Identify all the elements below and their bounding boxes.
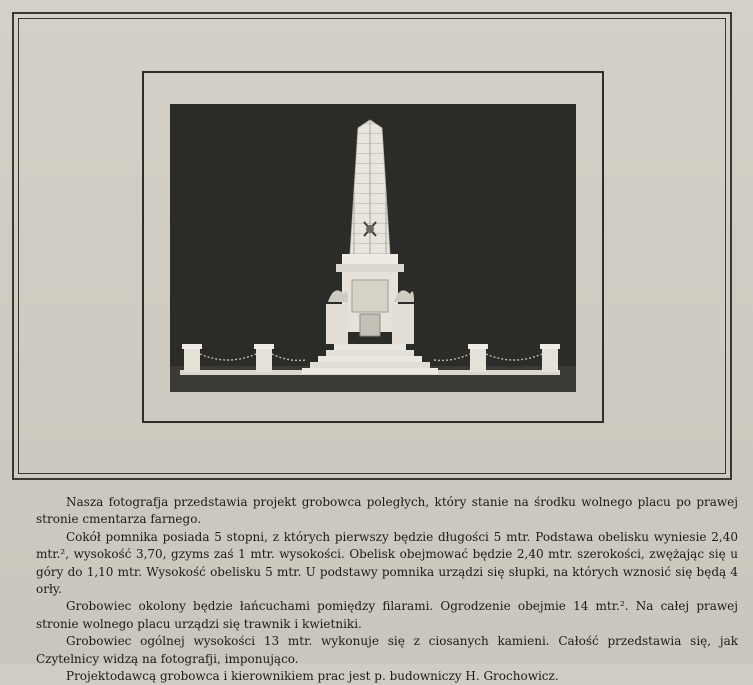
monument-illustration (170, 104, 576, 392)
article-text (36, 494, 738, 685)
monument-photograph (170, 104, 576, 392)
paragraph-1: Nasza fotografja przedstawia projekt grobowca poległych, który stanie na środku wolnego placu po prawej stronie cmentarza farnego. (36, 495, 738, 527)
paragraph-4: Grobowiec ogólnej wysokości 13 mtr. wykonuje się z ciosanych kamieni. Całość przedstawia się, jak Czytelnicy widzą na fotografji, imponująco. (36, 634, 738, 666)
paragraph-2: Cokół pomnika posiada 5 stopni, z których pierwszy będzie długości 5 mtr. Podstawa obelisku wyniesie 2,40 mtr.², wysokość 3,70, gzyms zaś 1 mtr. wysokości. Obelisk obejmować będzie 2,40 mtr. szerokości, zwężając się u góry do 1,10 mtr. Wysokość obelisku 5 mtr. U podstawy pomnika urządzi się słupki, na których wznosić się będą 4 orły. (36, 529, 738, 597)
paragraph-5: Projektodawcą grobowca i kierownikiem prac jest p. budowniczy H. Grochowicz. (66, 669, 559, 684)
paragraph-3: Grobowiec okolony będzie łańcuchami pomiędzy filarami. Ogrodzenie obejmie 14 mtr.². Na całej prawej stronie wolnego placu urządzi się trawnik i kwietniki. (36, 599, 738, 631)
